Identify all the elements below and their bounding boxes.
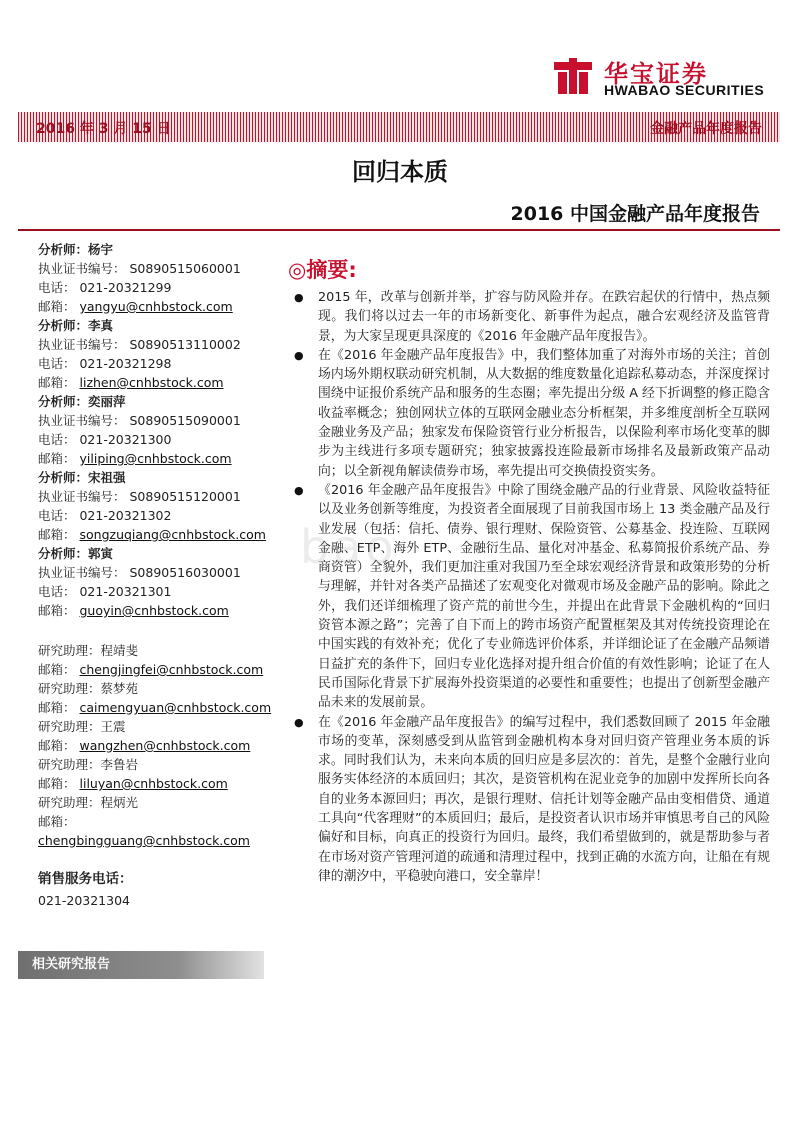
assistant-name: 研究助理：程炳光 (38, 795, 139, 810)
brand-en: HWABAO SECURITIES (604, 82, 765, 98)
bullet-icon: ● (294, 348, 304, 362)
assistant-email-link[interactable]: wangzhen@cnhbstock.com (79, 738, 251, 753)
email-label: 邮箱： (38, 776, 76, 791)
email-label: 邮箱： (38, 299, 76, 314)
sales-label: 销售服务电话： (38, 871, 133, 887)
analyst-block (38, 392, 278, 468)
analyst-block (38, 544, 278, 620)
email-label: 邮箱： (38, 738, 76, 753)
assistant-list (38, 641, 278, 850)
company-logo (552, 54, 780, 100)
analyst-cert: 执业证书编号： S0890515120001 (38, 489, 241, 504)
assistant-email-row (38, 774, 278, 793)
related-reports-header: 相关研究报告 (18, 951, 264, 979)
email-label: 邮箱： (38, 527, 76, 542)
analyst-list (38, 240, 278, 620)
abstract-bullet (294, 713, 770, 887)
analyst-email-link[interactable]: yangyu@cnhbstock.com (79, 299, 233, 314)
assistant-email-link[interactable]: caimengyuan@cnhbstock.com (79, 700, 272, 715)
bullet-text: 《2016 年金融产品年度报告》中除了围绕金融产品的行业背景、风险收益特征以及业务创新等维度，为投资者全面展现了目前我国市场上 13 类金融产品及行业发展（包括：信托、债券、银行理财、保险资管、公募基金、投连险、互联网金融、ETP、海外 ETP、金融衍生品、量化对冲基金、私募简报价系统产品、券商资管）全貌外，我们更加注重对我国乃至全球宏观经济背景和政策形势的分析与理解，并针对各类产品描述了宏观变化对微观市场及金融产品的影响。除此之外，我们还详细梳理了资产荒的前世今生，并提出在此背景下金融机构的“回归资管本源之路”；完善了自下而上的跨市场资产配置框架及其对传统投资理论在中国实践的有效补充；优化了专业筛选评价体系，并详细论证了在金融产品频谱日益扩充的条件下，回归专业化选择对提升组合价值的有效性影响；论证了在人民币国际化背景下扩展海外投资渠道的必要性和重要性；也提出了创新型金融产品未来的发展前景。 (318, 482, 770, 711)
assistant-email-row (38, 736, 278, 755)
abstract-bullet (294, 481, 770, 713)
brand-cn: 华宝证券 (604, 60, 708, 88)
email-label: 邮箱： (38, 662, 76, 677)
analyst-name: 分析师：李真 (38, 318, 114, 333)
abstract-bullet (294, 288, 770, 346)
contact-sidebar (38, 240, 278, 910)
analyst-phone: 电话： 021-20321300 (38, 432, 172, 447)
assistant-email-link[interactable]: liluyan@cnhbstock.com (79, 776, 228, 791)
assistant-email-row (38, 812, 278, 831)
bullet-icon: ● (294, 715, 304, 729)
page-title: 回归本质 (352, 158, 448, 186)
assistant-email-row (38, 698, 278, 717)
assistant-block (38, 679, 278, 717)
analyst-email-link[interactable]: lizhen@cnhbstock.com (79, 375, 224, 390)
email-label: 邮箱： (38, 603, 76, 618)
analyst-email-row (38, 373, 278, 392)
assistant-block (38, 793, 278, 850)
analyst-email-row (38, 601, 278, 620)
email-label: 邮箱： (38, 375, 76, 390)
assistant-name: 研究助理：蔡梦苑 (38, 681, 139, 696)
spacer (38, 850, 278, 870)
assistant-name: 研究助理：王震 (38, 719, 126, 734)
assistant-email-link[interactable]: chengjingfei@cnhbstock.com (79, 662, 264, 677)
email-label: 邮箱： (38, 451, 76, 466)
analyst-email-link[interactable]: yiliping@cnhbstock.com (79, 451, 232, 466)
bullet-icon: ● (294, 291, 304, 304)
analyst-email-link[interactable]: guoyin@cnhbstock.com (79, 603, 229, 618)
analyst-email-row (38, 525, 278, 544)
analyst-cert: 执业证书编号： S0890515060001 (38, 261, 241, 276)
assistant-email-link[interactable]: chengbingguang@cnhbstock.com (38, 833, 250, 848)
analyst-name: 分析师：奕丽萍 (38, 394, 126, 409)
analyst-cert: 执业证书编号： S0890515090001 (38, 413, 241, 428)
email-label: 邮箱： (38, 814, 76, 829)
analyst-cert: 执业证书编号： S0890516030001 (38, 565, 241, 580)
email-label: 邮箱： (38, 700, 76, 715)
assistant-name: 研究助理：李鲁岩 (38, 757, 139, 772)
analyst-block (38, 468, 278, 544)
analyst-block (38, 240, 278, 316)
abstract-heading: ◎摘要: (288, 258, 357, 282)
bullet-text: 在《2016 年金融产品年度报告》的编写过程中，我们悉数回顾了 2015 年金融市场的变革，深刻感受到从监管到金融机构本身对回归资产管理业务本质的诉求。同时我们认为，未来向本质的回归应是多层次的：首先，是整个金融行业向服务实体经济的本质回归；其次，是资管机构在泥业竞争的加剧中发挥所长向各自的业务本源回归；再次，是银行理财、信托计划等金融产品由变相借贷、通道工具向“代客理财”的本质回归；最后，是投资者认识市场并审慎思考自己的风险偏好和目标，向真正的投资行为回归。最终，我们希望做到的，就是帮助参与者在市场对资产管理河道的疏通和清理过程中，找到正确的水流方向，让船在有规律的潮汐中，平稳驶向港口，安全靠岸！ (318, 714, 770, 884)
assistant-name: 研究助理：程靖斐 (38, 643, 139, 658)
analyst-phone: 电话： 021-20321299 (38, 280, 172, 295)
analyst-email-row (38, 297, 278, 316)
analyst-block (38, 316, 278, 392)
page-subtitle: 2016 中国金融产品年度报告 (510, 203, 760, 225)
spacer (38, 620, 278, 641)
analyst-name: 分析师：郭寅 (38, 546, 114, 561)
analyst-email-row (38, 449, 278, 468)
assistant-block (38, 717, 278, 755)
assistant-block (38, 641, 278, 679)
analyst-phone: 电话： 021-20321298 (38, 356, 172, 371)
divider (18, 229, 780, 231)
analyst-phone: 电话： 021-20321302 (38, 508, 172, 523)
date-bar (18, 112, 780, 142)
analyst-email-link[interactable]: songzuqiang@cnhbstock.com (79, 527, 266, 542)
sales-phone: 021-20321304 (38, 893, 130, 908)
abstract-body (294, 288, 770, 886)
analyst-phone: 电话： 021-20321301 (38, 584, 172, 599)
watermark: bao (300, 520, 398, 574)
abstract-bullet (294, 346, 770, 481)
bullet-text: 在《2016 年金融产品年度报告》中，我们整体加重了对海外市场的关注；首创场内场外期权联动研究机制，从大数据的维度数量化追踪私募动态，并深度探讨围绕中证报价系统产品和服务的生态圈；率先提出分级 A 经下折调整的修正隐含收益率概念；独创网状立体的互联网金融业态分析框架，并多维度剖析全互联网金融业务及产品；独家发布保险资管行业分析报告，以保险利率市场化变革的脚步为主线进行多项专题研究；独家披露投连险最新市场排名及最新政策产品动向；以全新视角解读债券市场，率先提出可交换债投资实务。 (318, 347, 770, 479)
assistant-block (38, 755, 278, 793)
analyst-cert: 执业证书编号： S0890513110002 (38, 337, 241, 352)
report-date: 2016 年 3 月 15 日 (36, 121, 171, 137)
assistant-email-row (38, 660, 278, 679)
bullet-icon: ● (294, 483, 304, 497)
analyst-name: 分析师：杨宇 (38, 242, 114, 257)
analyst-name: 分析师：宋祖强 (38, 470, 126, 485)
report-type: 金融产品年度报告 (650, 121, 762, 137)
hwabao-logo-icon (552, 56, 594, 96)
bullet-text: 2015 年，改革与创新并举，扩容与防风险并存。在跌宕起伏的行情中，热点频现。我们将以过去一年的市场新变化、新事件为起点，融合宏观经济及监管背景，为大家呈现更具深度的《2016 年金融产品年度报告》。 (318, 290, 770, 344)
